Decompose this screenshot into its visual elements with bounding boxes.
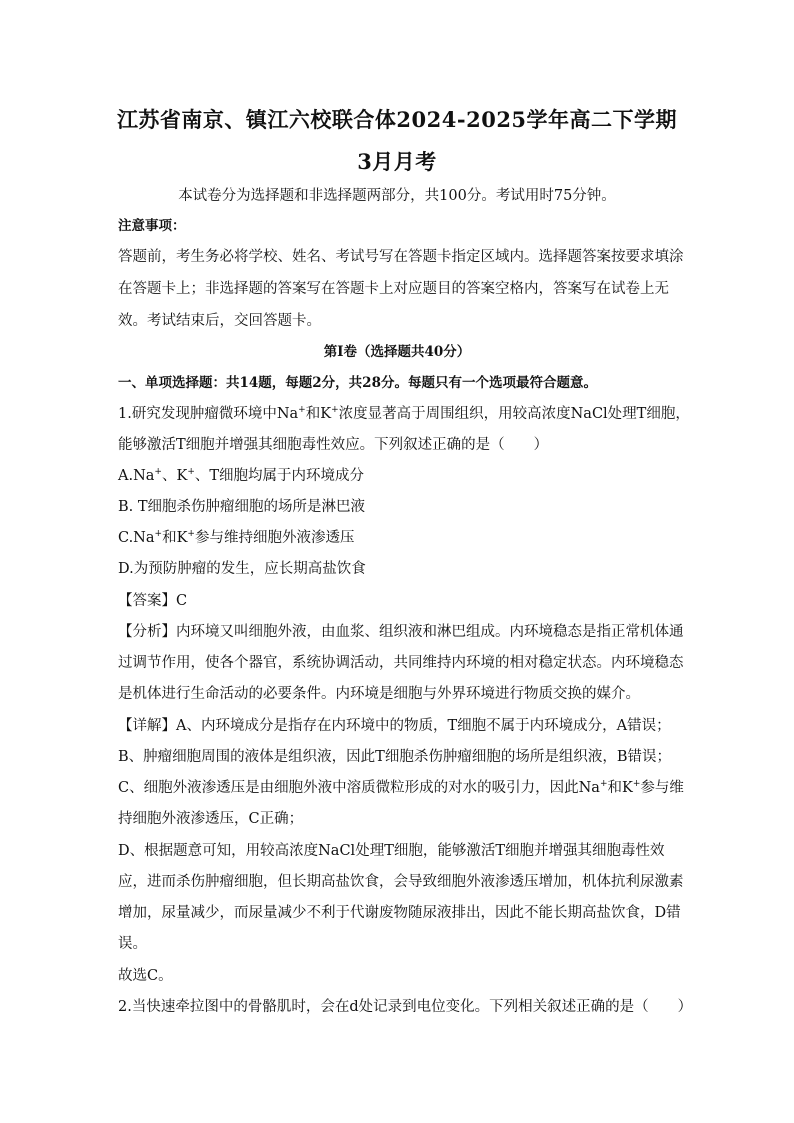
q1-analysis-line: 过调节作用，使各个器官，系统协调活动，共同维持内环境的相对稳定状态。内环境稳态 xyxy=(118,655,684,671)
q1-analysis-line: 是机体进行生命活动的必要条件。内环境是细胞与外界环境进行物质交换的媒介。 xyxy=(118,686,640,702)
q1-stem-text: 1.研究发现肿瘤微环境中Na xyxy=(118,406,299,422)
option-text: 参与维持细胞外液渗透压 xyxy=(194,530,355,546)
q1-option-a xyxy=(118,466,688,486)
q1-stem-text: 和K xyxy=(305,406,332,422)
q1-stem-line xyxy=(118,404,688,424)
q1-detail-line: 持细胞外液渗透压，C正确； xyxy=(118,811,304,827)
notice-heading: 注意事项： xyxy=(118,218,186,234)
page-subtitle: 3月月考 xyxy=(357,149,437,174)
page-title: 江苏省南京、镇江六校联合体2024-2025学年高二下学期 xyxy=(116,107,678,132)
notice-line: 在答题卡上；非选择题的答案写在答题卡上对应题目的答案空格内，答案写在试卷上无 xyxy=(118,281,669,297)
notice-line: 答题前，考生务必将学校、姓名、考试号写在答题卡指定区域内。选择题答案按要求填涂 xyxy=(118,249,684,265)
superscript-plus: + xyxy=(187,529,195,540)
q1-detail-line: B、肿瘤细胞周围的液体是组织液，因此T细胞杀伤肿瘤细胞的场所是组织液，B错误； xyxy=(118,749,671,765)
q1-detail-line: D、根据题意可知，用较高浓度NaCl处理T细胞，能够激活T细胞并增强其细胞毒性效 xyxy=(118,843,665,859)
superscript-plus: + xyxy=(154,529,163,540)
q1-option-b: B. T细胞杀伤肿瘤细胞的场所是淋巴液 xyxy=(118,499,366,515)
option-text: 和K xyxy=(162,530,188,546)
q1-conclusion: 故选C。 xyxy=(118,968,173,984)
superscript-plus: + xyxy=(331,405,339,416)
detail-text: 参与维 xyxy=(640,780,684,796)
exam-intro: 本试卷分为选择题和非选择题两部分，共100分。考试用时75分钟。 xyxy=(178,188,616,204)
q1-stem-text: 浓度显著高于周围组织，用较高浓度NaCl处理T细胞， xyxy=(338,406,690,422)
superscript-plus: + xyxy=(154,467,162,478)
q1-option-d: D.为预防肿瘤的发生，应长期高盐饮食 xyxy=(118,561,366,577)
q1-answer: 【答案】C xyxy=(118,593,188,609)
option-text: A.Na xyxy=(118,468,155,484)
q1-detail-line: 误。 xyxy=(118,936,147,952)
q1-detail-line: 增加，尿量减少，而尿量减少不利于代谢废物随尿液排出，因此不能长期高盐饮食，D错 xyxy=(118,905,681,921)
q1-detail-line: 【详解】A、内环境成分是指存在内环境中的物质，T细胞不属于内环境成分，A错误； xyxy=(118,718,671,734)
option-text: 、K xyxy=(161,468,188,484)
part-heading: 一、单项选择题：共14题，每题2分，共28分。每题只有一个选项最符合题意。 xyxy=(118,375,597,391)
q1-analysis-line: 【分析】内环境又叫细胞外液，由血浆、组织液和淋巴组成。内环境稳态是指正常机体通 xyxy=(118,624,684,640)
q1-stem-line: 能够激活T细胞并增强其细胞毒性效应。下列叙述正确的是（ ） xyxy=(118,437,549,453)
q2-stem: 2.当快速牵拉图中的骨骼肌时，会在d处记录到电位变化。下列相关叙述正确的是（ ） xyxy=(118,999,693,1015)
superscript-plus: + xyxy=(298,405,306,416)
detail-text: 和K xyxy=(607,780,633,796)
q1-option-c xyxy=(118,528,688,548)
superscript-plus: + xyxy=(632,779,641,790)
superscript-plus: + xyxy=(187,467,195,478)
superscript-plus: + xyxy=(599,779,608,790)
option-text: C.Na xyxy=(118,530,155,546)
option-text: 、T细胞均属于内环境成分 xyxy=(194,468,365,484)
q1-detail-line: 应，进而杀伤肿瘤细胞，但长期高盐饮食，会导致细胞外液渗透压增加，机体抗利尿激素 xyxy=(118,874,684,890)
q1-detail-line xyxy=(118,778,688,798)
detail-text: C、细胞外液渗透压是由细胞外液中溶质微粒形成的对水的吸引力，因此Na xyxy=(118,780,600,796)
notice-line: 效。考试结束后，交回答题卡。 xyxy=(118,313,321,329)
section-heading: 第Ⅰ卷（选择题共40分） xyxy=(323,344,471,360)
